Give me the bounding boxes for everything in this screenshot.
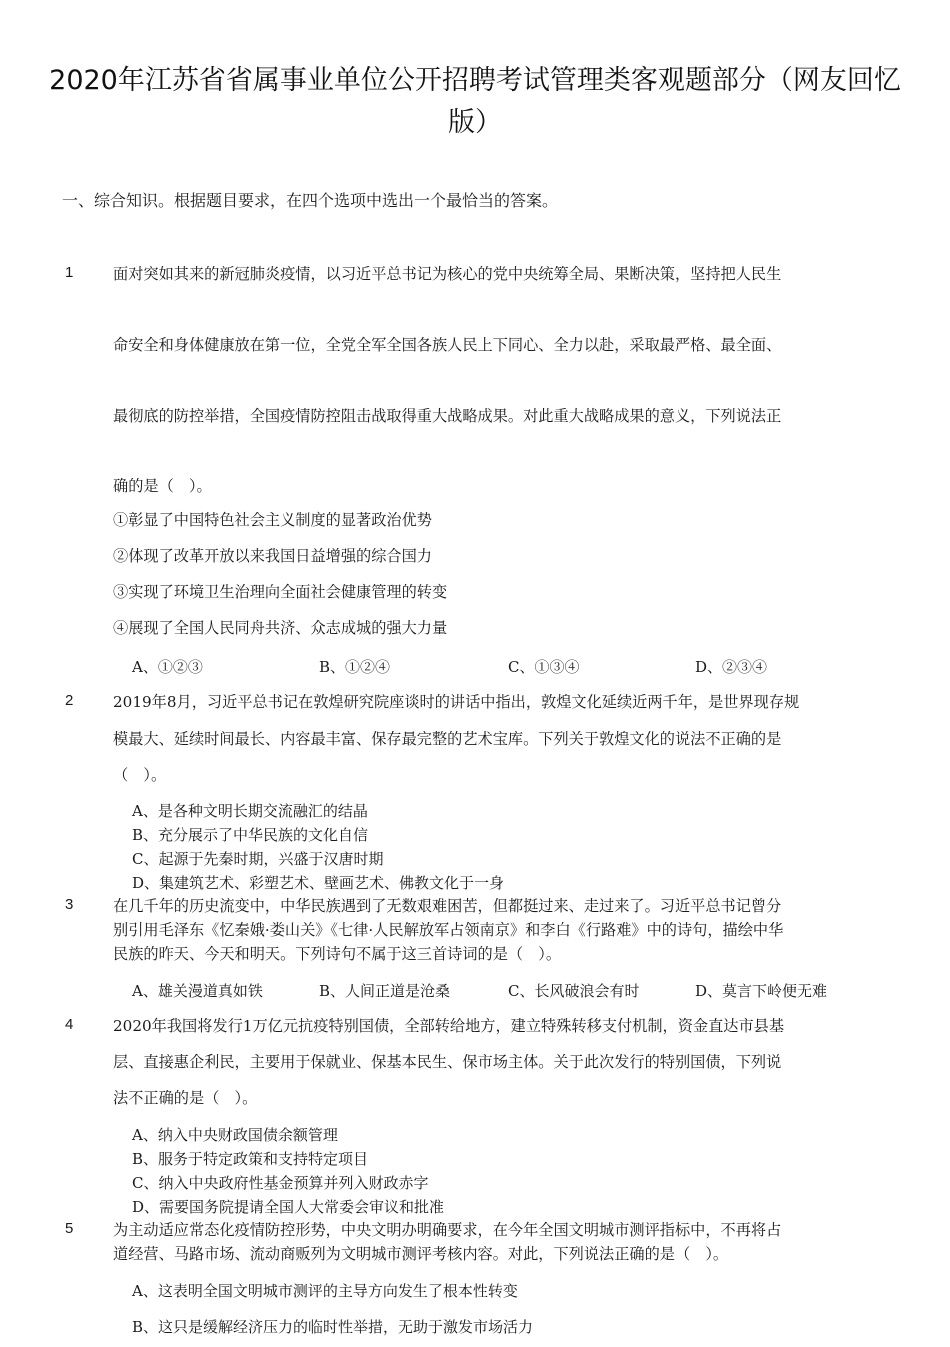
question-line: 道经营、马路市场、流动商贩列为文明城市测评考核内容。对此，下列说法正确的是（ ）。 (113, 1245, 729, 1263)
statement: ②体现了改革开放以来我国日益增强的综合国力 (113, 547, 432, 565)
option-b: B、服务于特定政策和支持特定项目 (132, 1150, 369, 1168)
option-d: D、莫言下岭便无难 (695, 982, 828, 1000)
option-a: A、这表明全国文明城市测评的主导方向发生了根本性转变 (132, 1282, 518, 1300)
question-line: 最彻底的防控举措，全国疫情防控阻击战取得重大战略成果。对此重大战略成果的意义，下列说法正 (113, 407, 782, 425)
question-number: 1 (65, 264, 74, 281)
option-a: A、是各种文明长期交流融汇的结晶 (132, 802, 368, 820)
question-line: 层、直接惠企利民，主要用于保就业、保基本民生、保市场主体。关于此次发行的特别国债，下列说 (113, 1053, 782, 1071)
option-c: C、起源于先秦时期，兴盛于汉唐时期 (132, 850, 384, 868)
question-line: 确的是（ ）。 (113, 477, 212, 495)
statement: ④展现了全国人民同舟共济、众志成城的强大力量 (113, 619, 448, 637)
question-line: 别引用毛泽东《忆秦娥·娄山关》《七律·人民解放军占领南京》和李白《行路难》中的诗句，描绘中华 (113, 921, 784, 939)
statement: ①彰显了中国特色社会主义制度的显著政治优势 (113, 511, 432, 529)
question-line: 民族的昨天、今天和明天。下列诗句不属于这三首诗词的是（ ）。 (113, 945, 562, 963)
option-c: C、长风破浪会有时 (508, 982, 640, 1000)
statement: ③实现了环境卫生治理向全面社会健康管理的转变 (113, 583, 448, 601)
question-line: 2019年8月，习近平总书记在敦煌研究院座谈时的讲话中指出，敦煌文化延续近两千年，是世界现存规 (113, 693, 800, 711)
question-line: 在几千年的历史流变中，中华民族遇到了无数艰难困苦，但都挺过来、走过来了。习近平总书记曾分 (113, 897, 782, 915)
question-number: 2 (65, 692, 74, 709)
option-c: C、纳入中央政府性基金预算并列入财政赤字 (132, 1174, 429, 1192)
option-b: B、①②④ (319, 658, 391, 676)
option-a: A、①②③ (132, 658, 203, 676)
question-line: 面对突如其来的新冠肺炎疫情，以习近平总书记为核心的党中央统筹全局、果断决策，坚持把人民生 (113, 265, 782, 283)
section-heading: 一、综合知识。根据题目要求，在四个选项中选出一个最恰当的答案。 (62, 191, 559, 210)
option-a: A、纳入中央财政国债余额管理 (132, 1126, 338, 1144)
question-line: 命安全和身体健康放在第一位，全党全军全国各族人民上下同心、全力以赴，采取最严格、最全面、 (113, 336, 782, 354)
option-b: B、充分展示了中华民族的文化自信 (132, 826, 369, 844)
option-a: A、雄关漫道真如铁 (132, 982, 263, 1000)
option-b: B、这只是缓解经济压力的临时性举措，无助于激发市场活力 (132, 1318, 534, 1336)
question-line: （ ）。 (113, 766, 167, 784)
document-title: 2020年江苏省省属事业单位公开招聘考试管理类客观题部分（网友回忆版） (49, 65, 901, 138)
option-d: D、②③④ (695, 658, 768, 676)
question-number: 5 (65, 1220, 74, 1237)
option-d: D、集建筑艺术、彩塑艺术、壁画艺术、佛教文化于一身 (132, 874, 505, 892)
option-d: D、需要国务院提请全国人大常委会审议和批准 (132, 1198, 445, 1216)
question-line: 模最大、延续时间最长、内容最丰富、保存最完整的艺术宝库。下列关于敦煌文化的说法不正确的是 (113, 730, 782, 748)
option-b: B、人间正道是沧桑 (319, 982, 451, 1000)
question-number: 3 (65, 896, 74, 913)
question-line: 法不正确的是（ ）。 (113, 1089, 258, 1107)
question-number: 4 (65, 1016, 74, 1033)
question-line: 为主动适应常态化疫情防控形势，中央文明办明确要求，在今年全国文明城市测评指标中，不再将占 (113, 1221, 782, 1239)
option-c: C、①③④ (508, 658, 580, 676)
question-line: 2020年我国将发行1万亿元抗疫特别国债，全部转给地方，建立特殊转移支付机制，资金直达市县基 (113, 1017, 785, 1035)
